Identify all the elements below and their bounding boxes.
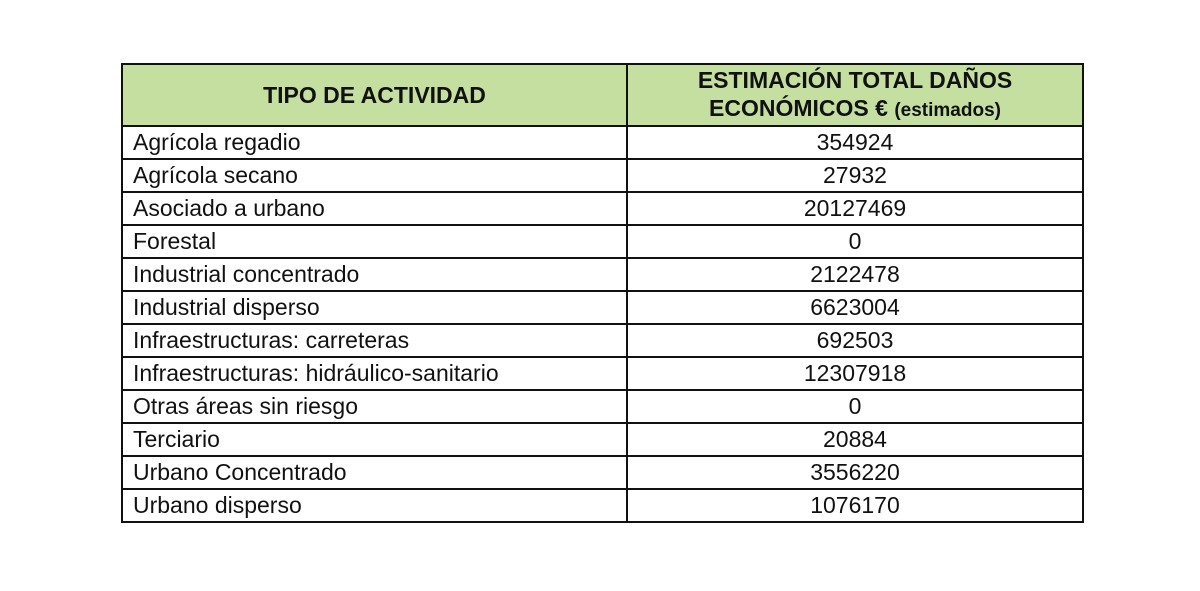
value-cell: 27932	[627, 159, 1083, 192]
value-cell: 2122478	[627, 258, 1083, 291]
table-row	[122, 192, 1083, 225]
activity-cell: Infraestructuras: carreteras	[122, 324, 627, 357]
header-estimate	[627, 64, 1083, 126]
header-activity: TIPO DE ACTIVIDAD	[122, 64, 627, 126]
activity-cell: Industrial disperso	[122, 291, 627, 324]
activity-cell: Asociado a urbano	[122, 192, 627, 225]
value-cell: 6623004	[627, 291, 1083, 324]
table-row	[122, 126, 1083, 159]
table-row	[122, 390, 1083, 423]
table-row	[122, 291, 1083, 324]
header-estimate-suffix: (estimados)	[894, 99, 1001, 121]
header-estimate-line2: ECONÓMICOS €	[709, 94, 888, 121]
activity-cell: Urbano disperso	[122, 489, 627, 522]
table-row	[122, 456, 1083, 489]
value-cell: 692503	[627, 324, 1083, 357]
value-cell: 20127469	[627, 192, 1083, 225]
activity-cell: Terciario	[122, 423, 627, 456]
header-estimate-line1: ESTIMACIÓN TOTAL DAÑOS	[697, 66, 1013, 93]
table-row	[122, 489, 1083, 522]
value-cell: 12307918	[627, 357, 1083, 390]
activity-cell: Urbano Concentrado	[122, 456, 627, 489]
activity-cell: Forestal	[122, 225, 627, 258]
value-cell: 0	[627, 390, 1083, 423]
damage-estimate-table	[121, 63, 1084, 523]
value-cell: 1076170	[627, 489, 1083, 522]
table-row	[122, 324, 1083, 357]
value-cell: 0	[627, 225, 1083, 258]
activity-cell: Agrícola regadio	[122, 126, 627, 159]
activity-cell: Otras áreas sin riesgo	[122, 390, 627, 423]
table-row	[122, 357, 1083, 390]
table-row	[122, 423, 1083, 456]
activity-cell: Infraestructuras: hidráulico-sanitario	[122, 357, 627, 390]
table-row	[122, 258, 1083, 291]
header-row	[122, 64, 1083, 126]
table-row	[122, 159, 1083, 192]
table-body	[122, 126, 1083, 522]
table-row	[122, 225, 1083, 258]
activity-cell: Agrícola secano	[122, 159, 627, 192]
activity-cell: Industrial concentrado	[122, 258, 627, 291]
value-cell: 20884	[627, 423, 1083, 456]
value-cell: 3556220	[627, 456, 1083, 489]
value-cell: 354924	[627, 126, 1083, 159]
